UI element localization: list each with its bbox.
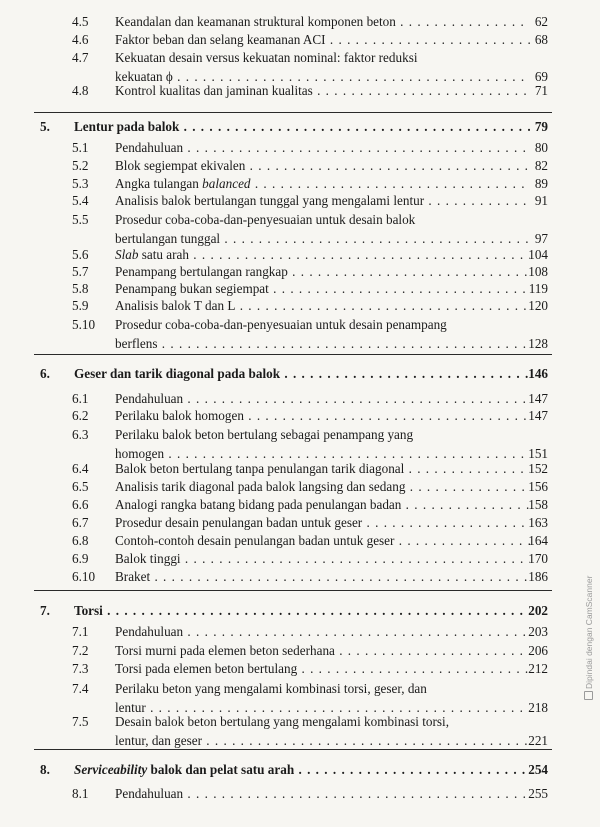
section-title: Keandalan dan keamanan struktural komponen beton . . . bbox=[115, 14, 530, 30]
section-number: 6.9 bbox=[72, 551, 89, 566]
toc-section-entry[interactable] bbox=[0, 298, 600, 314]
section-title: Prosedur desain penulangan badan untuk geser . . . bbox=[115, 515, 530, 531]
section-number: 4.8 bbox=[72, 83, 89, 98]
toc-entry-continuation[interactable] bbox=[0, 231, 600, 247]
section-title: Torsi murni pada elemen beton sederhana . . . bbox=[115, 643, 530, 659]
section-number: 6.1 bbox=[72, 391, 89, 406]
section-title: Analisis balok T dan L . . . bbox=[115, 298, 530, 314]
section-number: 6.3 bbox=[72, 427, 89, 442]
section-title-continuation: kekuatan ϕ . . . bbox=[115, 69, 530, 85]
chapter-number: 6. bbox=[40, 366, 50, 381]
page-number: 146 bbox=[528, 366, 548, 381]
chapter-title: Geser dan tarik diagonal pada balok . . . bbox=[74, 366, 530, 382]
page-number: 62 bbox=[534, 14, 548, 29]
toc-section-entry[interactable] bbox=[0, 281, 600, 297]
toc-section-entry[interactable] bbox=[0, 661, 600, 677]
toc-section-entry[interactable] bbox=[0, 83, 600, 99]
section-title: Pendahuluan . . . bbox=[115, 786, 530, 802]
toc-section-entry[interactable] bbox=[0, 317, 600, 333]
section-number: 4.6 bbox=[72, 32, 89, 47]
section-title: Contoh-contoh desain penulangan badan untuk geser . . . bbox=[115, 533, 530, 549]
toc-section-entry[interactable] bbox=[0, 140, 600, 156]
toc-section-entry[interactable] bbox=[0, 714, 600, 730]
section-title: Perilaku balok homogen . . . bbox=[115, 408, 530, 424]
section-number: 6.4 bbox=[72, 461, 89, 476]
page-number: 119 bbox=[528, 281, 548, 296]
section-number: 7.5 bbox=[72, 714, 89, 729]
chapter-number: 5. bbox=[40, 119, 50, 134]
page-number: 69 bbox=[534, 69, 548, 84]
page-number: 152 bbox=[528, 461, 548, 476]
toc-section-entry[interactable] bbox=[0, 479, 600, 495]
section-title: Desain balok beton bertulang yang mengalami kombinasi torsi, bbox=[115, 714, 450, 729]
page-number: 203 bbox=[528, 624, 548, 639]
section-number: 5.9 bbox=[72, 298, 89, 313]
section-number: 5.1 bbox=[72, 140, 89, 155]
toc-section-entry[interactable] bbox=[0, 624, 600, 640]
section-number: 5.3 bbox=[72, 176, 89, 191]
toc-section-entry[interactable] bbox=[0, 193, 600, 209]
toc-section-entry[interactable] bbox=[0, 786, 600, 802]
chapter-title: Lentur pada balok . . . bbox=[74, 119, 530, 135]
toc-section-entry[interactable] bbox=[0, 14, 600, 30]
page-number: 151 bbox=[528, 446, 548, 461]
section-number: 8.1 bbox=[72, 786, 89, 801]
section-title: Kekuatan desain versus kekuatan nominal: faktor reduksi bbox=[115, 50, 418, 65]
section-divider bbox=[34, 749, 552, 750]
toc-chapter-entry[interactable] bbox=[0, 603, 600, 619]
section-title: Perilaku balok beton bertulang sebagai penampang yang bbox=[115, 427, 414, 442]
toc-section-entry[interactable] bbox=[0, 643, 600, 659]
section-title: Balok tinggi . . . bbox=[115, 551, 530, 567]
page-number: 218 bbox=[528, 700, 548, 715]
section-number: 5.7 bbox=[72, 264, 89, 279]
section-title: Penampang bukan segiempat . . . bbox=[115, 281, 530, 297]
page-number: 128 bbox=[528, 336, 548, 351]
page-number: 206 bbox=[528, 643, 548, 658]
toc-entry-continuation[interactable] bbox=[0, 446, 600, 462]
page-number: 91 bbox=[534, 193, 548, 208]
toc-section-entry[interactable] bbox=[0, 391, 600, 407]
section-title-continuation: lentur, dan geser . . . bbox=[115, 733, 530, 749]
toc-section-entry[interactable] bbox=[0, 569, 600, 585]
toc-entry-continuation[interactable] bbox=[0, 336, 600, 352]
toc-section-entry[interactable] bbox=[0, 461, 600, 477]
section-title: Pendahuluan . . . bbox=[115, 624, 530, 640]
toc-section-entry[interactable] bbox=[0, 408, 600, 424]
page-number: 212 bbox=[528, 661, 548, 676]
page-number: 158 bbox=[528, 497, 548, 512]
section-number: 4.7 bbox=[72, 50, 89, 65]
toc-section-entry[interactable] bbox=[0, 50, 600, 66]
section-number: 6.7 bbox=[72, 515, 89, 530]
page-number: 79 bbox=[534, 119, 548, 134]
page-number: 108 bbox=[528, 264, 548, 279]
toc-chapter-entry[interactable] bbox=[0, 762, 600, 778]
section-title-continuation: berflens . . . bbox=[115, 336, 530, 352]
page-number: 255 bbox=[528, 786, 548, 801]
section-title: Pendahuluan . . . bbox=[115, 391, 530, 407]
toc-section-entry[interactable] bbox=[0, 551, 600, 567]
toc-section-entry[interactable] bbox=[0, 247, 600, 263]
page-number: 97 bbox=[534, 231, 548, 246]
page-number: 104 bbox=[528, 247, 548, 262]
section-divider bbox=[34, 354, 552, 355]
section-title: Balok beton bertulang tanpa penulangan tarik diagonal . . . bbox=[115, 461, 530, 477]
page-number: 82 bbox=[534, 158, 548, 173]
page-number: 221 bbox=[528, 733, 548, 748]
section-title: Braket . . . bbox=[115, 569, 530, 585]
toc-entry-continuation[interactable] bbox=[0, 733, 600, 749]
chapter-number: 7. bbox=[40, 603, 50, 618]
page-number: 71 bbox=[534, 83, 548, 98]
section-number: 6.5 bbox=[72, 479, 89, 494]
toc-section-entry[interactable] bbox=[0, 515, 600, 531]
section-number: 5.8 bbox=[72, 281, 89, 296]
section-number: 5.6 bbox=[72, 247, 89, 262]
toc-section-entry[interactable] bbox=[0, 427, 600, 443]
toc-section-entry[interactable] bbox=[0, 497, 600, 513]
chapter-number: 8. bbox=[40, 762, 50, 777]
section-title-continuation: bertulangan tunggal . . . bbox=[115, 231, 530, 247]
toc-section-entry[interactable] bbox=[0, 32, 600, 48]
page-number: 254 bbox=[528, 762, 548, 777]
page-number: 68 bbox=[534, 32, 548, 47]
toc-chapter-entry[interactable] bbox=[0, 366, 600, 382]
page-number: 170 bbox=[528, 551, 548, 566]
section-title: Prosedur coba-coba-dan-penyesuaian untuk desain penampang bbox=[115, 317, 447, 332]
section-title: Penampang bertulangan rangkap . . . bbox=[115, 264, 530, 280]
section-number: 6.10 bbox=[72, 569, 96, 584]
section-title-continuation: homogen . . . bbox=[115, 446, 530, 462]
section-divider bbox=[34, 112, 552, 113]
section-number: 5.5 bbox=[72, 212, 89, 227]
toc-section-entry[interactable] bbox=[0, 264, 600, 280]
section-title: Slab satu arah . . . bbox=[115, 247, 530, 263]
chapter-title: Serviceability balok dan pelat satu arah . . . bbox=[74, 762, 530, 778]
page-number: 186 bbox=[528, 569, 548, 584]
section-title-continuation: lentur . . . bbox=[115, 700, 530, 716]
section-number: 6.8 bbox=[72, 533, 89, 548]
section-number: 4.5 bbox=[72, 14, 89, 29]
page-number: 164 bbox=[528, 533, 548, 548]
section-number: 7.4 bbox=[72, 681, 89, 696]
page-number: 80 bbox=[534, 140, 548, 155]
toc-section-entry[interactable] bbox=[0, 212, 600, 228]
section-number: 7.1 bbox=[72, 624, 89, 639]
camscanner-watermark bbox=[584, 576, 594, 700]
section-title: Analisis balok bertulangan tunggal yang mengalami lentur . . . bbox=[115, 193, 530, 209]
section-number: 5.4 bbox=[72, 193, 89, 208]
page-number: 120 bbox=[528, 298, 548, 313]
section-number: 5.2 bbox=[72, 158, 89, 173]
section-number: 5.10 bbox=[72, 317, 96, 332]
watermark-text: Dipindai dengan CamScanner bbox=[584, 575, 594, 689]
section-title: Perilaku beton yang mengalami kombinasi torsi, geser, dan bbox=[115, 681, 427, 696]
page-number: 89 bbox=[534, 176, 548, 191]
section-title: Analogi rangka batang bidang pada penulangan badan . . . bbox=[115, 497, 530, 513]
section-title: Angka tulangan balanced . . . bbox=[115, 176, 530, 192]
section-title: Analisis tarik diagonal pada balok langsing dan sedang . . . bbox=[115, 479, 530, 495]
toc-section-entry[interactable] bbox=[0, 176, 600, 192]
section-title: Kontrol kualitas dan jaminan kualitas . . . bbox=[115, 83, 530, 99]
page-number: 147 bbox=[528, 408, 548, 423]
section-title: Torsi pada elemen beton bertulang . . . bbox=[115, 661, 530, 677]
page-number: 202 bbox=[528, 603, 548, 618]
toc-chapter-entry[interactable] bbox=[0, 119, 600, 135]
page-number: 156 bbox=[528, 479, 548, 494]
page-number: 147 bbox=[528, 391, 548, 406]
section-title: Blok segiempat ekivalen . . . bbox=[115, 158, 530, 174]
toc-section-entry[interactable] bbox=[0, 681, 600, 697]
section-number: 7.3 bbox=[72, 661, 89, 676]
toc-section-entry[interactable] bbox=[0, 158, 600, 174]
chapter-title: Torsi . . . bbox=[74, 603, 530, 619]
page-number: 163 bbox=[528, 515, 548, 530]
camscanner-logo-icon bbox=[584, 691, 593, 700]
toc-section-entry[interactable] bbox=[0, 533, 600, 549]
section-title: Pendahuluan . . . bbox=[115, 140, 530, 156]
section-number: 6.2 bbox=[72, 408, 89, 423]
section-number: 6.6 bbox=[72, 497, 89, 512]
section-number: 7.2 bbox=[72, 643, 89, 658]
section-title: Prosedur coba-coba-dan-penyesuaian untuk desain balok bbox=[115, 212, 416, 227]
section-title: Faktor beban dan selang keamanan ACI . . . bbox=[115, 32, 530, 48]
section-divider bbox=[34, 590, 552, 591]
